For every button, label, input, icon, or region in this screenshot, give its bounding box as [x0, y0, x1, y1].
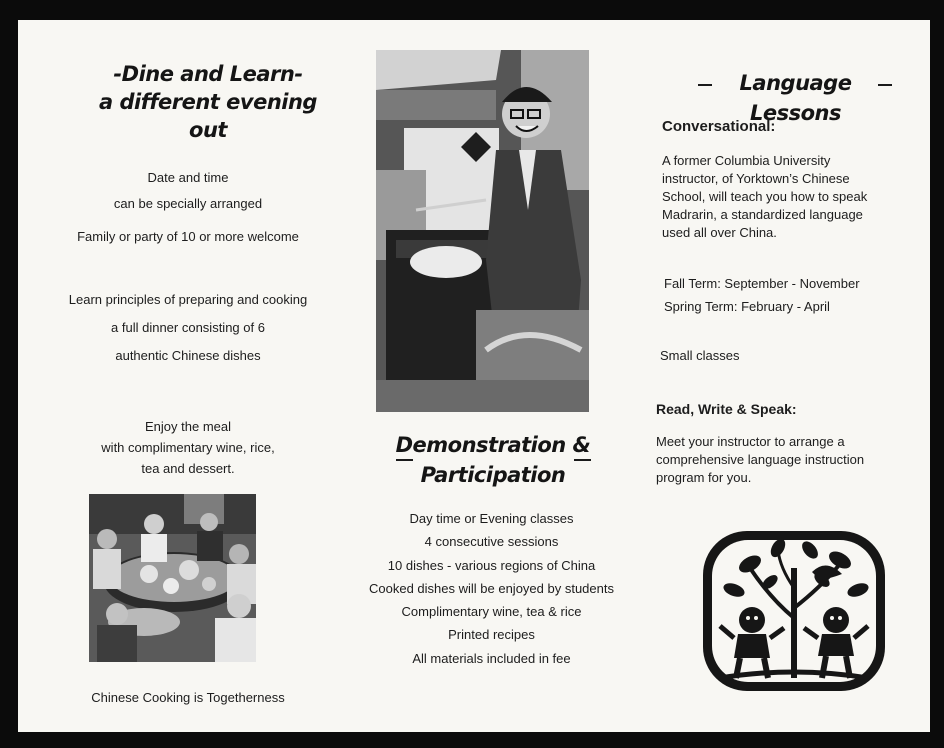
demo-item: 4 consecutive sessions — [424, 534, 559, 550]
dinner-table-photo — [89, 494, 256, 662]
brochure-page — [18, 20, 930, 732]
demo-item: 10 dishes - various regions of China — [387, 557, 596, 573]
demo-item: Cooked dishes will be enjoyed by students — [369, 580, 614, 596]
enjoy-line-1: Enjoy the meal — [145, 419, 231, 434]
demonstration-title — [388, 430, 598, 490]
family-line: Family or party of 10 or more welcome — [77, 229, 299, 244]
enjoy-line-2: with complimentary wine, rice, — [101, 440, 275, 455]
dine-learn-title-line1: -Dine and Learn- — [113, 62, 303, 86]
dine-learn-title — [78, 60, 338, 144]
date-time-block — [38, 170, 338, 245]
learn-line-1: Learn principles of preparing and cooking — [68, 292, 308, 307]
fall-term: Fall Term: September - November — [664, 276, 860, 291]
enjoy-block — [38, 416, 338, 479]
learn-line-2: a full dinner consisting of 6 — [111, 320, 265, 335]
spring-term: Spring Term: February - April — [664, 299, 830, 314]
dinner-table-photo-art — [89, 494, 256, 662]
papercut-children-tree-icon — [700, 528, 888, 694]
read-write-speak-text: Meet your instructor to arrange a comprehensive language instruction program for you. — [656, 434, 865, 485]
date-line-1: Date and time — [147, 170, 229, 185]
conversational-text: A former Columbia University instructor, of Yorktown’s Chinese School, will teach you how to speak Madrarin, a standardized language used all over China. — [662, 153, 868, 240]
chef-photo — [376, 50, 589, 412]
date-line-2: can be specially arranged — [113, 196, 263, 211]
demo-item: Complimentary wine, tea & rice — [401, 604, 582, 620]
dine-learn-title-line2: a different evening out — [99, 90, 317, 142]
read-write-speak-heading: Read, Write & Speak: — [656, 401, 797, 417]
demo-item: Printed recipes — [448, 627, 535, 643]
papercut-art — [700, 528, 888, 694]
conversational-heading: Conversational: — [662, 118, 776, 135]
demonstration-title-line1: Demonstration & — [395, 433, 591, 457]
demo-item: Day time or Evening classes — [409, 511, 574, 526]
demo-item: All materials included in fee — [412, 650, 571, 666]
language-lessons-title: Language Lessons — [739, 71, 852, 125]
learn-line-3: authentic Chinese dishes — [115, 348, 261, 363]
small-classes: Small classes — [660, 348, 740, 363]
demonstration-title-line2: Participation — [420, 463, 566, 487]
terms-block — [664, 272, 924, 318]
togetherness-caption: Chinese Cooking is Togetherness — [91, 690, 285, 705]
demonstration-list — [348, 507, 635, 670]
learn-block — [38, 292, 338, 364]
enjoy-line-3: tea and dessert. — [141, 461, 235, 476]
chef-photo-art — [376, 50, 589, 412]
